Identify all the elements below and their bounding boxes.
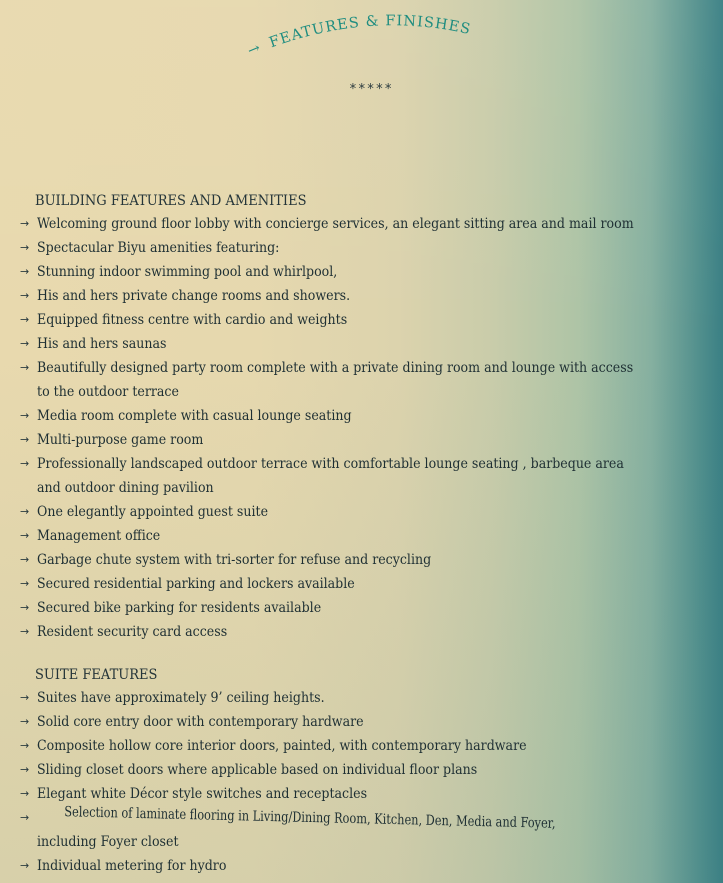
curved-title	[245, 8, 520, 68]
svg-text:→ FEATURES & FINISHE	[245, 13, 472, 59]
item-text-continuation: and outdoor dining pavilion	[37, 480, 214, 496]
item-text: Multi-purpose game room	[37, 432, 204, 448]
arrow-icon: →	[20, 433, 30, 446]
item-text: Spectacular Biyu amenities featuring:	[37, 240, 280, 256]
list-item	[20, 596, 720, 620]
arrow-icon: →	[20, 289, 30, 302]
arrow-icon: →	[20, 577, 30, 590]
list-item	[20, 284, 720, 308]
arrow-icon: →	[20, 859, 30, 872]
item-text: Media room complete with casual lounge seating	[37, 408, 352, 424]
list-item	[20, 524, 720, 548]
section-heading: SUITE FEATURES	[35, 667, 158, 683]
item-text: Secured bike parking for residents available	[37, 600, 322, 616]
list-item	[20, 572, 720, 596]
list-item	[20, 428, 720, 452]
list-item	[20, 404, 720, 428]
section-heading: BUILDING FEATURES AND AMENITIES	[35, 193, 307, 209]
arrow-icon: →	[20, 787, 30, 800]
arrow-icon: →	[20, 625, 30, 638]
list-item	[20, 686, 720, 710]
item-text: Suites have approximately 9’ ceiling heights.	[37, 690, 325, 706]
item-text: Solid core entry door with contemporary hardware	[37, 714, 364, 730]
arrow-icon: →	[20, 715, 30, 728]
list-item	[20, 212, 720, 236]
arrow-icon: →	[20, 361, 30, 374]
item-text-wrap	[37, 452, 624, 500]
arrow-icon: →	[20, 337, 30, 350]
arrow-icon: →	[20, 457, 30, 470]
list-item	[20, 548, 720, 572]
item-text: Resident security card access	[37, 624, 228, 640]
list-item	[20, 710, 720, 734]
page-title	[245, 8, 520, 68]
arrow-icon: →	[20, 409, 30, 422]
title-label: FEATURES & FINISHES	[267, 13, 473, 52]
item-text: Equipped fitness centre with cardio and weights	[37, 312, 348, 328]
item-text: Beautifully designed party room complete with a private dining room and lounge with access	[37, 360, 634, 376]
item-text: Stunning indoor swimming pool and whirlpool,	[37, 264, 338, 280]
arrow-icon: →	[20, 811, 30, 824]
item-text: His and hers saunas	[37, 336, 167, 352]
list-item	[20, 452, 720, 500]
item-text: Composite hollow core interior doors, painted, with contemporary hardware	[37, 738, 527, 754]
list-item	[20, 236, 720, 260]
arrow-icon: →	[20, 529, 30, 542]
list-item	[20, 854, 720, 878]
arrow-icon: →	[20, 601, 30, 614]
list-item	[20, 734, 720, 758]
item-text: Selection of laminate flooring in Living/Dining Room, Kitchen, Den, Media and Foyer,	[64, 804, 556, 832]
title-arrow-icon: →	[245, 39, 264, 60]
item-text: Elegant white Décor style switches and receptacles	[37, 786, 368, 802]
item-text-continuation: including Foyer closet	[37, 834, 179, 850]
item-text: Garbage chute system with tri-sorter for refuse and recycling	[37, 552, 432, 568]
list-item	[20, 308, 720, 332]
list-item	[20, 758, 720, 782]
item-text: Individual metering for hydro	[37, 858, 227, 874]
list-item	[20, 260, 720, 284]
arrow-icon: →	[20, 265, 30, 278]
item-text-continuation: to the outdoor terrace	[37, 384, 179, 400]
arrow-icon: →	[20, 313, 30, 326]
arrow-icon: →	[20, 691, 30, 704]
item-text: Sliding closet doors where applicable based on individual floor plans	[37, 762, 478, 778]
arrow-icon: →	[20, 763, 30, 776]
arrow-icon: →	[20, 241, 30, 254]
item-text-wrap	[37, 806, 583, 854]
building-features-section	[20, 190, 720, 644]
item-text-wrap	[37, 356, 633, 404]
item-text: Management office	[37, 528, 161, 544]
list-item	[20, 332, 720, 356]
item-text: His and hers private change rooms and showers.	[37, 288, 351, 304]
list-item	[20, 500, 720, 524]
arrow-icon: →	[20, 739, 30, 752]
arrow-icon: →	[20, 553, 30, 566]
item-text: Welcoming ground floor lobby with concierge services, an elegant sitting area and mail room	[37, 216, 634, 232]
list-item	[20, 806, 720, 854]
section-divider: *****	[349, 82, 394, 97]
list-item	[20, 620, 720, 644]
arrow-icon: →	[20, 217, 30, 230]
arrow-icon: →	[20, 505, 30, 518]
item-text: One elegantly appointed guest suite	[37, 504, 269, 520]
suite-features-section	[20, 664, 720, 878]
item-text: Professionally landscaped outdoor terrace with comfortable lounge seating , barbeque area	[37, 456, 624, 472]
list-item	[20, 356, 720, 404]
item-text: Secured residential parking and lockers available	[37, 576, 355, 592]
